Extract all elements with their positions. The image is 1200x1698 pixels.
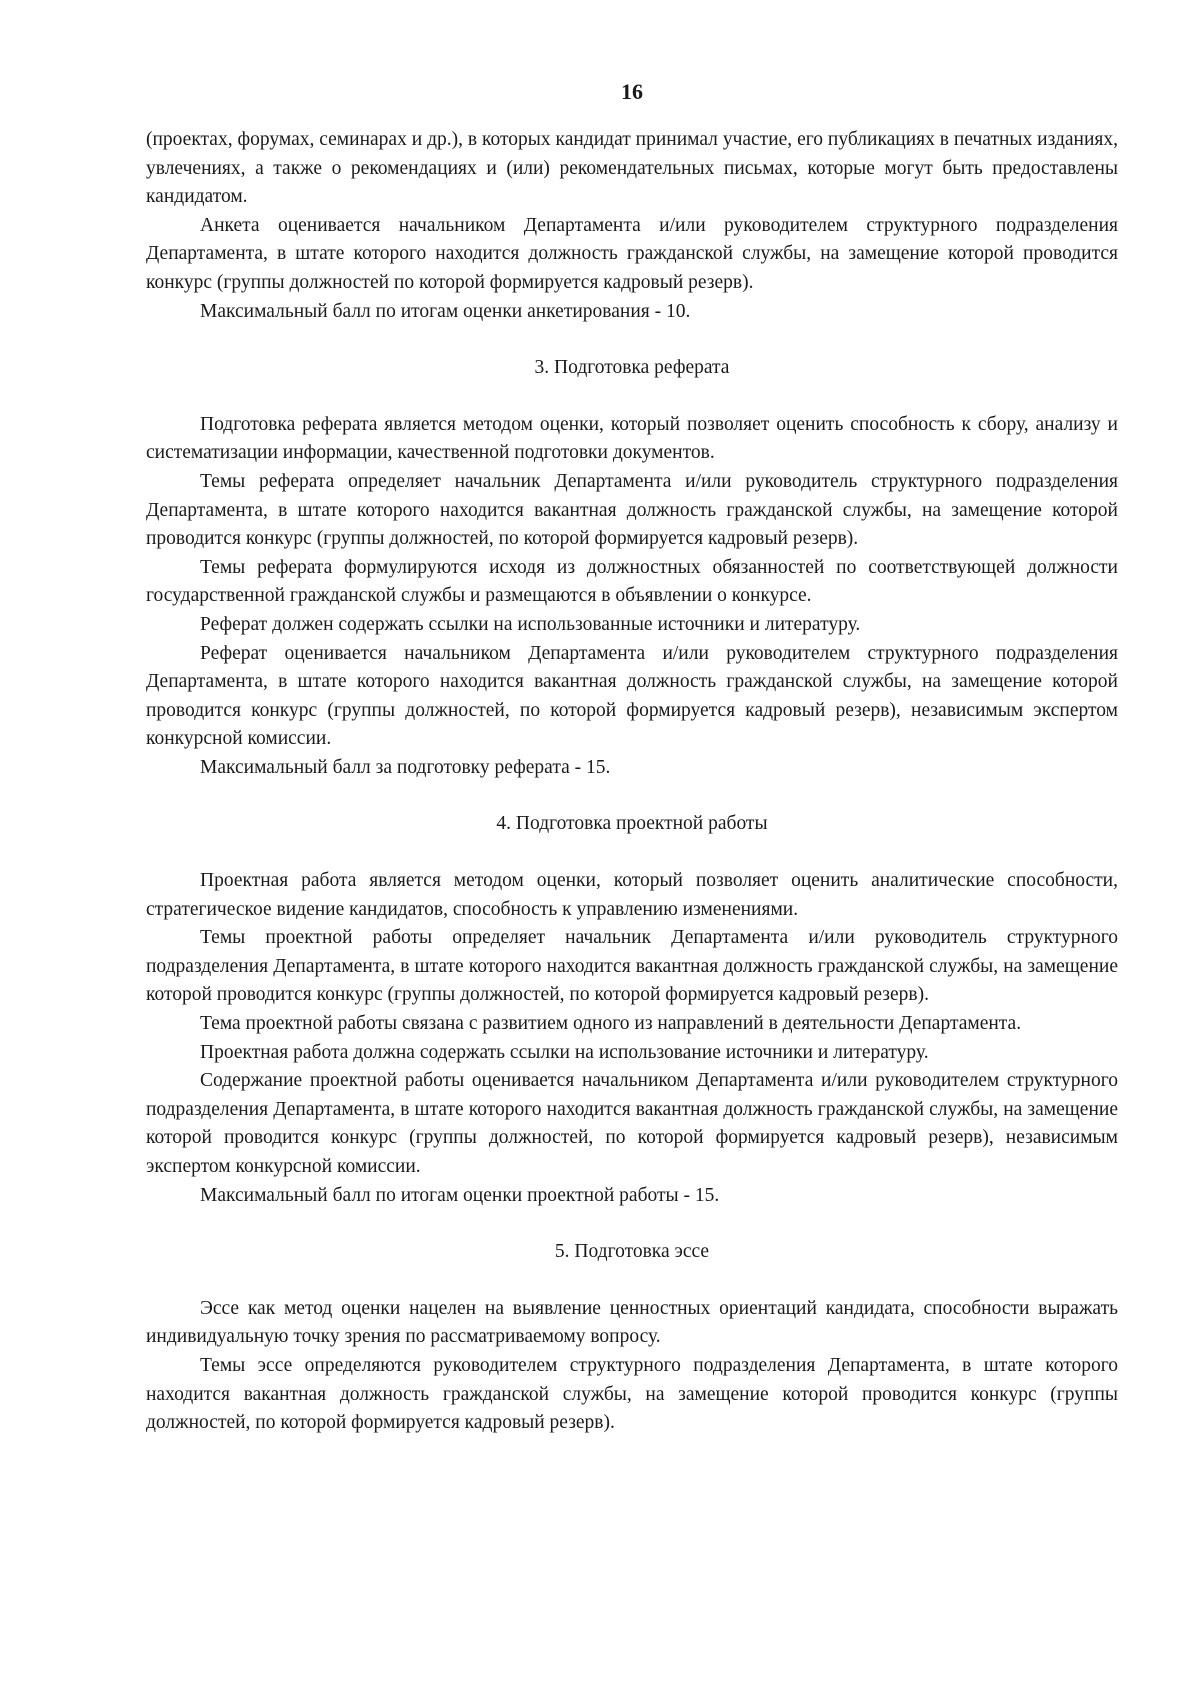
paragraph: Максимальный балл за подготовку реферата - 15. <box>200 756 611 778</box>
paragraph: Содержание проектной работы оценивается начальником Департамента и/или руководителем структурного подразделения Департамента, в штате которого находится вакантная должность гражданской службы, на замещение которой проводится конкурс (группы должностей, по которой формируется кадровый резерв), независимым экспертом конкурсной комиссии. <box>146 1070 1118 1177</box>
section-4 <box>146 810 1118 1210</box>
paragraph: Проектная работа должна содержать ссылки на использование источники и литературу. <box>200 1041 929 1063</box>
intro-block <box>146 126 1118 326</box>
paragraph: (проектах, форумах, семинарах и др.), в которых кандидат принимал участие, его публикациях в печатных изданиях, увлечениях, а также о рекомендациях и (или) рекомендательных письмах, которые могут быть предоставлены кандидатом. <box>146 129 1118 208</box>
section-5 <box>146 1238 1118 1438</box>
paragraph: Проектная работа является методом оценки, который позволяет оценить аналитические способности, стратегическое видение кандидатов, способность к управлению изменениями. <box>146 870 1118 920</box>
paragraph: Эссе как метод оценки нацелен на выявление ценностных ориентаций кандидата, способности выражать индивидуальную точку зрения по рассматриваемому вопросу. <box>146 1297 1118 1348</box>
section-heading: 5. Подготовка эссе <box>554 1241 710 1263</box>
paragraph: Максимальный балл по итогам оценки проектной работы - 15. <box>200 1184 720 1206</box>
paragraph: Подготовка реферата является методом оценки, который позволяет оценить способность к сбору, анализу и систематизации информации, качественной подготовки документов. <box>146 413 1118 464</box>
section-heading: 4. Подготовка проектной работы <box>496 813 768 835</box>
paragraph: Реферат должен содержать ссылки на использованные источники и литературу. <box>200 613 861 635</box>
paragraph: Реферат оценивается начальником Департамента и/или руководителем структурного подразделения Департамента, в штате которого находится вакантная должность гражданской службы, на замещение которой проводится конкурс (группы должностей, по которой формируется кадровый резерв), независимым экспертом конкурсной комиссии. <box>146 642 1118 750</box>
section-heading: 3. Подготовка реферата <box>534 357 730 379</box>
paragraph: Максимальный балл по итогам оценки анкетирования - 10. <box>200 300 691 322</box>
section-3 <box>146 354 1118 782</box>
paragraph: Темы эссе определяются руководителем структурного подразделения Департамента, в штате которого находится вакантная должность гражданской службы, на замещение которой проводится конкурс (группы должностей, по которой формируется кадровый резерв). <box>146 1354 1118 1434</box>
paragraph: Темы проектной работы определяет начальник Департамента и/или руководитель структурного подразделения Департамента, в штате которого находится вакантная должность гражданской службы, на замещение которой проводится конкурс (группы должностей, по которой формируется кадровый резерв). <box>146 927 1118 1006</box>
paragraph: Тема проектной работы связана с развитием одного из направлений в деятельности Департамента. <box>200 1013 1022 1035</box>
paragraph: Темы реферата формулируются исходя из должностных обязанностей по соответствующей должности государственной гражданской службы и размещаются в объявлении о конкурсе. <box>146 556 1118 607</box>
page-number: 16 <box>621 79 643 104</box>
paragraph: Темы реферата определяет начальник Департамента и/или руководитель структурного подразделения Департамента, в штате которого находится вакантная должность гражданской службы, на замещение которой проводится конкурс (группы должностей, по которой формируется кадровый резерв). <box>146 470 1118 550</box>
paragraph: Анкета оценивается начальником Департамента и/или руководителем структурного подразделения Департамента, в штате которого находится должность гражданской службы, на замещение которой проводится конкурс (группы должностей по которой формируется кадровый резерв). <box>146 214 1118 293</box>
